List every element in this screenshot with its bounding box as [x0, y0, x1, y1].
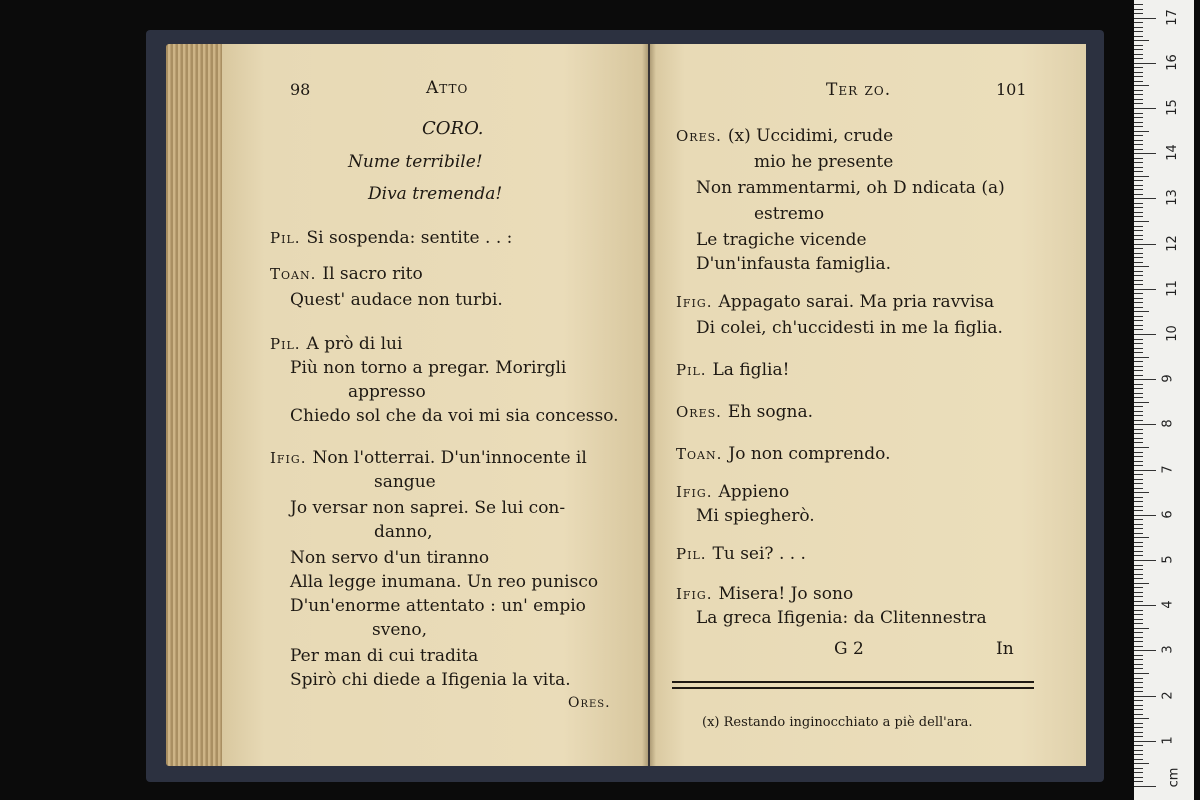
dialogue-text: Spirò chi diede a Ifigenia la vita. — [290, 670, 571, 690]
ruler-tick — [1134, 27, 1143, 28]
ruler-tick — [1134, 76, 1143, 77]
ruler-tick — [1134, 614, 1143, 615]
dialogue-line — [270, 266, 423, 283]
ruler-tick — [1134, 45, 1143, 46]
ruler-tick — [1134, 754, 1143, 755]
left-page — [222, 44, 648, 766]
dialogue-line — [676, 294, 994, 311]
ruler-tick — [1134, 610, 1143, 611]
ruler-tick — [1134, 510, 1143, 511]
dialogue-line — [676, 446, 890, 463]
speaker-name: Pil. — [676, 361, 707, 379]
ruler-tick — [1134, 583, 1149, 584]
left-page-number: 98 — [290, 80, 311, 99]
ruler-tick — [1134, 221, 1149, 222]
right-running-head: Ter zo. — [826, 80, 892, 100]
dialogue-text: Jo non comprendo. — [728, 444, 891, 464]
ruler-tick — [1134, 637, 1143, 638]
dialogue-line — [696, 232, 867, 249]
footnote-rule — [672, 687, 1034, 689]
ruler-number: 16 — [1164, 54, 1180, 71]
ruler-number: 5 — [1160, 555, 1176, 564]
ruler-unit-label: cm — [1166, 767, 1182, 788]
ruler-tick — [1134, 18, 1156, 19]
ruler-number: 3 — [1160, 645, 1176, 655]
ruler-tick — [1134, 673, 1149, 674]
ruler-tick — [1134, 67, 1143, 68]
dialogue-line — [290, 550, 489, 567]
dialogue-line — [374, 524, 433, 541]
ruler-tick — [1134, 171, 1143, 172]
dialogue-text: Non l'otterrai. D'un'innocente il — [312, 448, 587, 468]
ruler-tick — [1134, 72, 1143, 73]
ruler-tick — [1134, 682, 1143, 683]
ruler-tick — [1134, 483, 1143, 484]
ruler-tick — [1134, 601, 1143, 602]
ruler-tick — [1134, 185, 1143, 186]
dialogue-line — [290, 672, 571, 689]
ruler-tick — [1134, 727, 1143, 728]
signature-mark: G 2 — [834, 639, 864, 659]
dialogue-text: estremo — [754, 204, 825, 224]
ruler-tick — [1134, 302, 1143, 303]
ruler-tick — [1134, 244, 1156, 245]
ruler-tick — [1134, 153, 1156, 154]
dialogue-line — [270, 230, 512, 247]
ruler-tick — [1134, 709, 1143, 710]
dialogue-line — [290, 574, 598, 591]
ruler-tick — [1134, 763, 1149, 764]
dialogue-text: sveno, — [372, 620, 427, 640]
dialogue-text: La figlia! — [712, 360, 790, 380]
dialogue-text: Non rammentarmi, oh D ndicata (a) — [696, 178, 1005, 198]
dialogue-line — [348, 384, 426, 401]
ruler-tick — [1134, 659, 1143, 660]
dialogue-line — [290, 598, 586, 615]
ruler-tick — [1134, 524, 1143, 525]
ruler-tick — [1134, 732, 1143, 733]
dialogue-text: Le tragiche vicende — [696, 230, 867, 250]
ruler-tick — [1134, 587, 1143, 588]
ruler-tick — [1134, 343, 1143, 344]
page-edges — [166, 44, 228, 766]
speaker-name: Ifig. — [676, 585, 713, 603]
ruler-tick — [1134, 49, 1143, 50]
ruler-tick — [1134, 135, 1143, 136]
ruler-tick — [1134, 289, 1156, 290]
dialogue-line — [696, 180, 1005, 197]
ruler-number: 7 — [1160, 464, 1176, 474]
ruler-tick — [1134, 311, 1149, 312]
dialogue-line — [676, 484, 789, 501]
ruler-tick — [1134, 180, 1143, 181]
ruler-tick — [1134, 750, 1143, 751]
ruler-tick — [1134, 149, 1143, 150]
ruler-number: 12 — [1164, 234, 1180, 252]
ruler-tick — [1134, 316, 1143, 317]
dialogue-text: Eh sogna. — [727, 402, 814, 422]
ruler-tick — [1134, 687, 1143, 688]
ruler-number: 13 — [1164, 189, 1180, 207]
ruler-tick — [1134, 429, 1143, 430]
ruler-tick — [1134, 226, 1143, 227]
ruler-tick — [1134, 339, 1143, 340]
ruler-tick — [1134, 465, 1143, 466]
ruler-tick — [1134, 257, 1143, 258]
ruler-tick — [1134, 235, 1143, 236]
ruler-tick — [1134, 94, 1143, 95]
ruler-tick — [1134, 470, 1156, 471]
ruler-tick — [1134, 85, 1149, 86]
left-catchword: Ores. — [568, 695, 611, 711]
dialogue-line — [290, 408, 619, 425]
ruler-tick — [1134, 555, 1143, 556]
ruler-number: 11 — [1164, 280, 1180, 297]
dialogue-text: Alla legge inumana. Un reo punisco — [290, 572, 599, 592]
ruler-tick — [1134, 40, 1149, 41]
ruler-tick — [1134, 262, 1143, 263]
ruler-tick — [1134, 90, 1143, 91]
speaker-name: Toan. — [270, 265, 317, 283]
ruler-tick — [1134, 357, 1149, 358]
dialogue-line — [374, 474, 436, 491]
ruler-tick — [1134, 144, 1143, 145]
ruler-tick — [1134, 700, 1143, 701]
ruler-tick — [1134, 605, 1156, 606]
dialogue-line — [270, 336, 402, 353]
ruler-tick — [1134, 230, 1143, 231]
dialogue-text: Misera! Jo sono — [718, 584, 854, 604]
ruler-tick — [1134, 194, 1143, 195]
dialogue-text: Appieno — [718, 482, 790, 502]
ruler-tick — [1134, 420, 1143, 421]
ruler-tick — [1134, 628, 1149, 629]
dialogue-text: sangue — [374, 472, 436, 492]
ruler-tick — [1134, 745, 1143, 746]
ruler-tick — [1134, 696, 1156, 697]
ruler-tick — [1134, 189, 1143, 190]
dialogue-line — [676, 586, 853, 603]
dialogue-text: Appagato sarai. Ma pria ravvisa — [718, 292, 995, 312]
ruler-tick — [1134, 307, 1143, 308]
dialogue-text: danno, — [374, 522, 433, 542]
ruler-number: 2 — [1160, 690, 1176, 700]
ruler-tick — [1134, 325, 1143, 326]
ruler-tick — [1134, 718, 1149, 719]
ruler-tick — [1134, 424, 1156, 425]
ruler-number: 14 — [1164, 144, 1180, 161]
ruler-tick — [1134, 379, 1156, 380]
dialogue-text: Per man di cui tradita — [290, 646, 479, 666]
speaker-name: Pil. — [270, 335, 301, 353]
dialogue-text: D'un'enorme attentato : un' empio — [290, 596, 586, 616]
dialogue-text: mio he presente — [754, 152, 894, 172]
chorus-line: Diva tremenda! — [368, 184, 503, 204]
ruler-tick — [1134, 574, 1143, 575]
ruler-tick — [1134, 655, 1143, 656]
ruler-tick — [1134, 781, 1143, 782]
ruler-tick — [1134, 456, 1143, 457]
ruler-tick — [1134, 298, 1143, 299]
ruler-tick — [1134, 777, 1143, 778]
ruler-tick — [1134, 284, 1143, 285]
ruler-tick — [1134, 275, 1143, 276]
ruler-number: 4 — [1160, 600, 1176, 609]
ruler-tick — [1134, 126, 1143, 127]
dialogue-line — [696, 256, 891, 273]
ruler-tick — [1134, 705, 1143, 706]
ruler-tick — [1134, 678, 1143, 679]
dialogue-line — [696, 508, 815, 525]
ruler-tick — [1134, 646, 1143, 647]
right-page-number: 101 — [996, 80, 1027, 99]
ruler-tick — [1134, 569, 1143, 570]
right-page — [650, 44, 1086, 766]
speaker-name: Ifig. — [676, 293, 713, 311]
ruler-tick — [1134, 162, 1143, 163]
left-running-head: Atto — [426, 78, 469, 98]
dialogue-line — [754, 206, 824, 223]
dialogue-text: Di colei, ch'uccidesti in me la figlia. — [696, 318, 1003, 338]
ruler-tick — [1134, 619, 1143, 620]
ruler-tick — [1134, 158, 1143, 159]
ruler-tick — [1134, 140, 1143, 141]
ruler-tick — [1134, 506, 1143, 507]
ruler-tick — [1134, 352, 1143, 353]
ruler-number: 1 — [1160, 736, 1176, 745]
speaker-name: Ifig. — [270, 449, 307, 467]
dialogue-line — [372, 622, 427, 639]
ruler-tick — [1134, 31, 1143, 32]
ruler-tick — [1134, 515, 1156, 516]
ruler-tick — [1134, 375, 1143, 376]
ruler-tick — [1134, 329, 1143, 330]
ruler-tick — [1134, 714, 1143, 715]
ruler-number: 15 — [1164, 99, 1180, 116]
ruler-number: 9 — [1160, 374, 1176, 383]
book-gutter — [642, 44, 656, 766]
ruler-tick — [1134, 384, 1143, 385]
ruler-tick — [1134, 772, 1143, 773]
ruler-tick — [1134, 447, 1149, 448]
ruler-tick — [1134, 528, 1143, 529]
ruler-tick — [1134, 406, 1143, 407]
ruler-tick — [1134, 117, 1143, 118]
footnote: (x) Restando inginocchiato a piè dell'ara. — [702, 715, 973, 730]
ruler-tick — [1134, 393, 1143, 394]
speaker-name: Pil. — [676, 545, 707, 563]
ruler-tick — [1134, 271, 1143, 272]
ruler-tick — [1134, 533, 1143, 534]
ruler-number: 8 — [1160, 419, 1176, 429]
ruler-tick — [1134, 519, 1143, 520]
ruler-tick — [1134, 596, 1143, 597]
ruler-tick — [1134, 54, 1143, 55]
ruler-tick — [1134, 650, 1156, 651]
ruler-tick — [1134, 560, 1156, 561]
ruler-number: 6 — [1160, 510, 1176, 519]
ruler-tick — [1134, 402, 1149, 403]
dialogue-text: Jo versar non saprei. Se lui con- — [290, 498, 566, 518]
ruler-tick — [1134, 167, 1143, 168]
ruler-tick — [1134, 786, 1156, 787]
ruler-tick — [1134, 176, 1149, 177]
ruler-tick — [1134, 397, 1143, 398]
ruler-tick — [1134, 768, 1143, 769]
dialogue-text: appresso — [348, 382, 426, 402]
ruler-tick — [1134, 58, 1143, 59]
ruler-tick — [1134, 592, 1143, 593]
ruler-number: 10 — [1164, 325, 1180, 342]
ruler-tick — [1134, 442, 1143, 443]
dialogue-text: A prò di lui — [306, 334, 403, 354]
ruler-tick — [1134, 546, 1143, 547]
ruler-tick — [1134, 4, 1143, 5]
speaker-name: Ores. — [676, 127, 722, 145]
chorus-line: Nume terribile! — [348, 152, 483, 172]
ruler-tick — [1134, 492, 1149, 493]
dialogue-line — [676, 404, 813, 421]
ruler-tick — [1134, 253, 1143, 254]
dialogue-text: (x) Uccidimi, crude — [727, 126, 894, 146]
ruler-tick — [1134, 131, 1149, 132]
ruler-tick — [1134, 203, 1143, 204]
ruler-tick — [1134, 578, 1143, 579]
ruler-tick — [1134, 99, 1143, 100]
ruler-tick — [1134, 736, 1143, 737]
ruler-tick — [1134, 623, 1143, 624]
dialogue-line — [290, 648, 478, 665]
ruler-tick — [1134, 207, 1143, 208]
measuring-ruler — [1134, 0, 1194, 800]
ruler-tick — [1134, 632, 1143, 633]
ruler-tick — [1134, 479, 1143, 480]
ruler-tick — [1134, 461, 1143, 462]
ruler-tick — [1134, 293, 1143, 294]
dialogue-line — [754, 154, 893, 171]
ruler-tick — [1134, 411, 1143, 412]
ruler-tick — [1134, 212, 1143, 213]
ruler-tick — [1134, 759, 1143, 760]
speaker-name: Ifig. — [676, 483, 713, 501]
ruler-tick — [1134, 320, 1143, 321]
ruler-tick — [1134, 122, 1143, 123]
ruler-tick — [1134, 415, 1143, 416]
ruler-tick — [1134, 388, 1143, 389]
ruler-tick — [1134, 565, 1143, 566]
ruler-tick — [1134, 370, 1143, 371]
ruler-tick — [1134, 551, 1143, 552]
ruler-tick — [1134, 36, 1143, 37]
chorus-heading: CORO. — [422, 118, 484, 139]
ruler-tick — [1134, 22, 1143, 23]
speaker-name: Ores. — [676, 403, 722, 421]
ruler-tick — [1134, 113, 1143, 114]
ruler-tick — [1134, 723, 1143, 724]
dialogue-line — [290, 360, 566, 377]
ruler-tick — [1134, 501, 1143, 502]
footnote-rule — [672, 681, 1034, 683]
ruler-tick — [1134, 248, 1143, 249]
ruler-tick — [1134, 542, 1143, 543]
ruler-tick — [1134, 433, 1143, 434]
right-catchword: In — [996, 639, 1014, 659]
ruler-tick — [1134, 108, 1156, 109]
ruler-tick — [1134, 366, 1143, 367]
ruler-tick — [1134, 361, 1143, 362]
speaker-name: Pil. — [270, 229, 301, 247]
dialogue-text: Tu sei? . . . — [712, 544, 806, 564]
ruler-tick — [1134, 488, 1143, 489]
ruler-tick — [1134, 641, 1143, 642]
ruler-tick — [1134, 537, 1149, 538]
ruler-tick — [1134, 497, 1143, 498]
dialogue-line — [676, 128, 893, 145]
ruler-tick — [1134, 474, 1143, 475]
dialogue-line — [676, 546, 806, 563]
ruler-tick — [1134, 266, 1149, 267]
dialogue-text: Quest' audace non turbi. — [290, 290, 503, 310]
ruler-tick — [1134, 63, 1156, 64]
ruler-tick — [1134, 280, 1143, 281]
dialogue-line — [270, 450, 587, 467]
dialogue-text: Non servo d'un tiranno — [290, 548, 490, 568]
ruler-tick — [1134, 198, 1156, 199]
dialogue-text: Il sacro rito — [322, 264, 423, 284]
ruler-tick — [1134, 452, 1143, 453]
speaker-name: Toan. — [676, 445, 723, 463]
dialogue-line — [290, 292, 503, 309]
dialogue-text: Chiedo sol che da voi mi sia concesso. — [290, 406, 619, 426]
dialogue-text: Più non torno a pregar. Morirgli — [290, 358, 567, 378]
dialogue-text: D'un'infausta famiglia. — [696, 254, 892, 274]
ruler-tick — [1134, 348, 1143, 349]
dialogue-line — [696, 320, 1003, 337]
ruler-tick — [1134, 103, 1143, 104]
ruler-tick — [1134, 13, 1143, 14]
dialogue-line — [696, 610, 987, 627]
ruler-tick — [1134, 216, 1143, 217]
ruler-tick — [1134, 239, 1143, 240]
dialogue-line — [290, 500, 565, 517]
ruler-tick — [1134, 691, 1143, 692]
dialogue-text: Mi spiegherò. — [696, 506, 815, 526]
ruler-tick — [1134, 741, 1156, 742]
ruler-tick — [1134, 668, 1143, 669]
dialogue-line — [676, 362, 789, 379]
ruler-tick — [1134, 664, 1143, 665]
dialogue-text: La greca Ifigenia: da Clitennestra — [696, 608, 987, 628]
ruler-number: 17 — [1164, 8, 1180, 26]
ruler-tick — [1134, 334, 1156, 335]
ruler-tick — [1134, 81, 1143, 82]
ruler-tick — [1134, 9, 1143, 10]
ruler-tick — [1134, 438, 1143, 439]
dialogue-text: Si sospenda: sentite . . : — [306, 228, 513, 248]
